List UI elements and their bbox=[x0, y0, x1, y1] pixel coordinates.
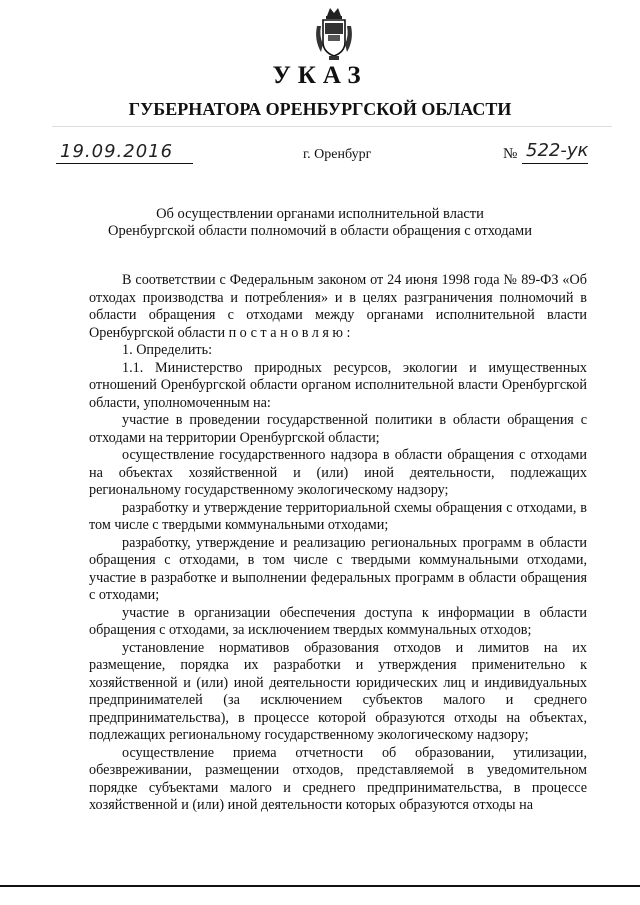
coat-of-arms-icon bbox=[313, 6, 355, 62]
paragraph: 1. Определить: bbox=[122, 342, 213, 358]
document-title: УКАЗ bbox=[272, 62, 368, 89]
decree-word: постановляю: bbox=[228, 324, 354, 341]
preamble-text: В соответствии с Федеральным законом от 24 июня 1998 года № 89-ФЗ «Об отходах производства и потребления» и в целях разграничения полномочий в области обращения с отходами между органами исполнительной власти Оренбургской области bbox=[89, 272, 587, 341]
paragraph: осуществление приема отчетности об образовании, утилизации, обезвреживании, размещении отходов, представляемой в уведомительном порядке субъектами малого и среднего предпринимательства, в процессе хозяйственной и (или) иной деятельности которых образуются отходы на bbox=[89, 744, 587, 813]
number-underline bbox=[522, 163, 588, 164]
paragraph: осуществление государственного надзора в области обращения с отходами на объектах хозяйственной и (или) иной деятельности, подлежащих региональному государственному экологическому надзору; bbox=[89, 447, 587, 498]
decree-heading bbox=[80, 206, 560, 240]
paragraph: разработку и утверждение территориальной схемы обращения с отходами, в том числе с твердыми коммунальными отходами; bbox=[89, 499, 587, 533]
paragraph: разработку, утверждение и реализацию региональных программ в области обращения с отходами, в том числе с твердыми коммунальными отходами, участие в разработке и выполнении федеральных программ в области обращения с отходами; bbox=[89, 534, 587, 603]
date-underline bbox=[56, 163, 193, 164]
paragraph: 1.1. Министерство природных ресурсов, экологии и имущественных отношений Оренбургской области органом исполнительной власти Оренбургской области, уполномоченным на: bbox=[89, 359, 587, 411]
paragraph: участие в организации обеспечения доступа к информации в области обращения с отходами, за исключением твердых коммунальных отходов; bbox=[89, 604, 587, 638]
number-sign: № bbox=[503, 146, 518, 162]
decree-number: 522-ук bbox=[526, 140, 589, 161]
header-divider bbox=[52, 126, 612, 127]
paragraph: участие в проведении государственной политики в области обращения с отходами на территории Оренбургской области; bbox=[89, 412, 587, 446]
city-label: г. Оренбург bbox=[303, 147, 372, 162]
heading-line-1: Об осуществлении органами исполнительной власти bbox=[156, 206, 484, 222]
document-subtitle: ГУБЕРНАТОРА ОРЕНБУРГСКОЙ ОБЛАСТИ bbox=[128, 99, 512, 119]
page-bottom-rule bbox=[0, 885, 640, 887]
decree-date: 19.09.2016 bbox=[60, 141, 174, 162]
paragraph: установление нормативов образования отходов и лимитов на их размещение, порядка их разработки и утверждения применительно к хозяйственной и (или) иной деятельности юридических лиц и индивидуальных предпринимателей (за исключением субъектов малого и среднего предпринимательства), в процессе которой образуются отходы на объектах, подлежащих региональному государственному экологическому надзору; bbox=[89, 639, 587, 743]
preamble-paragraph bbox=[89, 272, 587, 342]
heading-line-2: Оренбургской области полномочий в области обращения с отходами bbox=[108, 223, 532, 239]
decree-body bbox=[89, 272, 587, 815]
